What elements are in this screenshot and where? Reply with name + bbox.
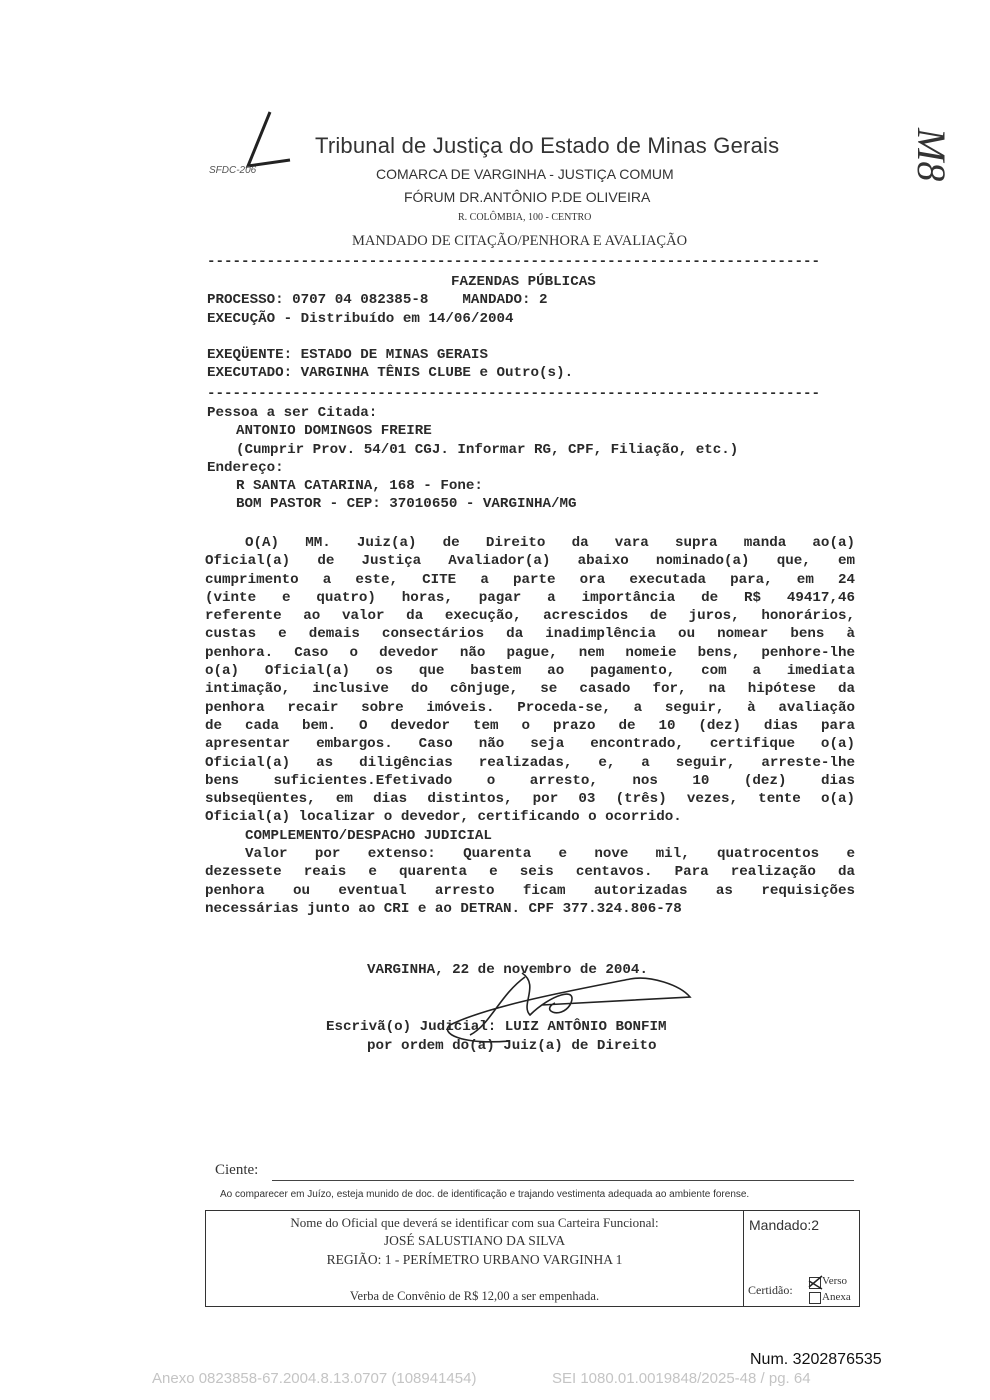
body-line: Oficial(a) de Justiça Avaliador(a) abaixo nominado(a) que, em [205,553,855,570]
section-title: FAZENDAS PÚBLICAS [451,274,596,290]
body-line: intimação, inclusive do cônjuge, se casado for, na hipótese da [205,681,855,698]
fee-notice: Verba de Convênio de R$ 12,00 a ser empenhada. [349,1289,600,1303]
mandado-label-text: Mandado: [749,1217,812,1233]
case-block [207,273,857,383]
officer-name: JOSÉ SALUSTIANO DA SILVA [383,1233,566,1248]
body-line: cumprimento a este, CITE a parte ora executada para, em 24 [205,571,855,588]
separator-top: ------------------------------------------------------------------------ [207,254,820,270]
complement-line: dezessete reais e quarenta e seis centavos. Para realização da [205,864,855,881]
blank-line [207,328,857,346]
body-line: Oficial(a) localizar o devedor, certificando o ocorrido. [205,809,682,826]
annex-reference: Anexo 0823858-67.2004.8.13.0707 (108941454) [152,1370,477,1387]
mandado-label [749,1217,819,1233]
margin-handwritten-note: M8 [909,128,954,182]
verso-option-label: Verso [822,1275,848,1287]
ciente-notice: Ao comparecer em Juízo, esteja munido de doc. de identificação e trajando vestimenta adequada ao ambiente forense. [220,1189,750,1200]
body-line: (vinte e quatro) horas, pagar a importância de R$ 49417,46 [205,589,855,606]
complement-line: Valor por extenso: Quarenta e nove mil, quatrocentos e [245,846,855,863]
officer-box [205,1210,744,1307]
anexo-option-label: Anexa [822,1291,851,1303]
body-line: penhora recair sobre imóveis. Proceda-se, a seguir, à avaliação [205,699,855,716]
clerk-line: Escrivã(o) Judicial: LUIZ ANTÔNIO BONFIM [326,1019,667,1035]
place-date: VARGINHA, 22 de novembro de 2004. [367,962,648,978]
body-line: bens suficientes.Efetivado o arresto, nos 10 (dez) dias [205,772,855,789]
executado-line: EXECUTADO: VARGINHA TÊNIS CLUBE e Outro(s). [207,365,574,382]
logo-code: SFDC-206 [209,165,257,176]
person-name: ANTONIO DOMINGOS FREIRE [236,423,432,440]
body-line: penhora. Caso o devedor não pague, nem nomeie bens, penhore-lhe [205,644,855,661]
mandado-box [742,1210,860,1307]
sei-reference: SEI 1080.01.0019848/2025-48 / pg. 64 [552,1370,811,1387]
complement-line: penhora ou eventual arresto ficam autorizadas as requisições [205,882,855,899]
complement-line: necessárias junto ao CRI e ao DETRAN. CPF 377.324.806-78 [205,900,682,917]
anexo-checkbox[interactable] [809,1292,821,1304]
body-line: o(a) Oficial(a) os que bastem ao pagamento, com a imediata [205,663,855,680]
person-instruction: (Cumprir Prov. 54/01 CGJ. Informar RG, CPF, Filiação, etc.) [236,441,739,458]
address-label: Endereço: [207,459,284,476]
body-line: Oficial(a) as diligências realizadas, e, a seguir, arreste-lhe [205,754,855,771]
document-type: MANDADO DE CITAÇÃO/PENHORA E AVALIAÇÃO [352,233,688,249]
certidao-label: Certidão: [748,1283,793,1297]
body-line: apresentar embargos. Caso não seja encontrado, certifique o(a) [205,736,855,753]
execution-line: EXECUÇÃO - Distribuído em 14/06/2004 [207,310,514,327]
body-line: de cada bem. O devedor tem o prazo de 10 (dez) dias para [205,717,855,734]
officer-intro: Nome do Oficial que deverá se identificar com sua Carteira Funcional: [290,1215,659,1230]
process-line: PROCESSO: 0707 04 082385-8 MANDADO: 2 [207,292,548,309]
person-block [207,404,857,514]
address-line-1: R SANTA CATARINA, 168 - Fone: [236,478,483,495]
body-line: custas e demais consectários da inadimplência ou nomear bens à [205,626,855,643]
address-line-2: BOM PASTOR - CEP: 37010650 - VARGINHA/MG [236,496,577,513]
complement-heading: COMPLEMENTO/DESPACHO JUDICIAL [245,827,492,844]
body-paragraph [205,534,855,918]
body-line: referente ao valor da execução, acrescidos de juros, honorários, [205,608,855,625]
mandado-number: 2 [811,1217,820,1233]
ciente-label: Ciente: [215,1162,259,1178]
verso-checkbox[interactable] [809,1277,821,1289]
body-line: subseqüentes, em dias distintos, por 03 (três) vezes, tente o(a) [205,791,855,808]
officer-region: REGIÃO: 1 - PERÍMETRO URBANO VARGINHA 1 [326,1252,623,1267]
court-address: R. COLÔMBIA, 100 - CENTRO [458,212,592,223]
person-label: Pessoa a ser Citada: [207,405,378,421]
separator-middle: ------------------------------------------------------------------------ [207,386,820,402]
court-name: Tribunal de Justiça do Estado de Minas Gerais [315,133,780,158]
ciente-signature-line [272,1180,854,1181]
order-line: por ordem do(a) Juiz(a) de Direito [367,1038,657,1054]
body-line: O(A) MM. Juiz(a) de Direito da vara supra manda ao(a) [245,535,855,551]
forum: FÓRUM DR.ANTÔNIO P.DE OLIVEIRA [404,189,651,205]
document-number: Num. 3202876535 [750,1351,882,1368]
exequente-line: EXEQÜENTE: ESTADO DE MINAS GERAIS [207,347,488,364]
comarca: COMARCA DE VARGINHA - JUSTIÇA COMUM [376,166,674,182]
